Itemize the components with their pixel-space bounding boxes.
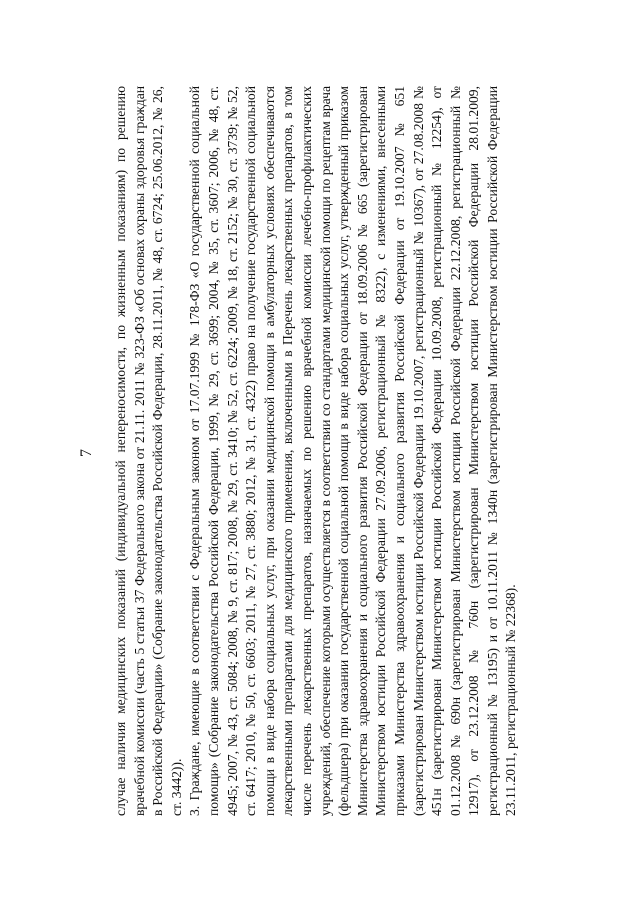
paragraph-continuation: случае наличия медицинских показаний (индивидуальной непереносимости, по жизненным показаниям) по решению врачебной комиссии (часть 5 статьи 37 Федерального закона от 21.11. 2011 № 323-ФЗ «Об основах охраны здоровья граждан в Российской Федерации» (Собрание законодательства Российской Федерации, 28.11.2011, № 48, ст. 6724; 25.06.2012, № 26, ст. 3442)).	[113, 86, 184, 816]
body-text	[112, 86, 521, 816]
rotated-page	[56, 78, 576, 828]
paragraph-item-3: 3. Граждане, имеющие в соответствии с Федеральным законом от 17.07.1999 № 178-ФЗ «О государственной социальной помощи» (Собрание законодательства Российской Федерации, 1999, № 29, ст. 3699; 2004, № 35, ст. 3607; 2006, № 48, ст. 4945; 2007, № 43, ст. 5084; 2008, № 9, ст. 817; 2008, № 29, ст. 3410; № 52, ст. 6224; 2009, № 18, ст. 2152; № 30, ст. 3739; № 52, ст. 6417; 2010, № 50, ст. 6603; 2011, № 27, ст. 3880; 2012, № 31, ст. 4322) право на получение государственной социальной помощи в виде набора социальных услуг, при оказании медицинской помощи в амбулаторных условиях обеспечиваются лекарственными препаратами для медицинского применения, включенными в Перечень лекарственных препаратов, в том числе перечень лекарственных препаратов, назначаемых по решению врачебной комиссии лечебно-профилактических учреждений, обеспечение которыми осуществляется в соответствии со стандартами медицинской помощи по рецептам врача (фельдшера) при оказании государственной социальной помощи в виде набора социальных услуг, утвержденный приказом Министерства здравоохранения и социального развития Российской Федерации от 18.09.2006 № 665 (зарегистрирован Министерством юстиции Российской Федерации 27.09.2006, регистрационный № 8322), с изменениями, внесенными приказами Министерства здравоохранения и социального развития Российской Федерации от 19.10.2007 № 651 (зарегистрирован Министерством юстиции Российской Федерации 19.10.2007, регистрационный № 10367), от 27.08.2008 № 451н (зарегистрирован Министерством юстиции Российской Федерации 10.09.2008, регистрационный № 12254), от 01.12.2008 № 690н (зарегистрирован Министерством юстиции Российской Федерации 22.12.2008, регистрационный № 12917), от 23.12.2008 № 760н (зарегистрирован Министерством юстиции Российской Федерации 28.01.2009, регистрационный № 13195) и от 10.11.2011 № 1340н (зарегистрирован Министерством юстиции Российской Федерации 23.11.2011, регистрационный № 22368).	[187, 86, 519, 816]
page-number: 7	[78, 449, 95, 457]
